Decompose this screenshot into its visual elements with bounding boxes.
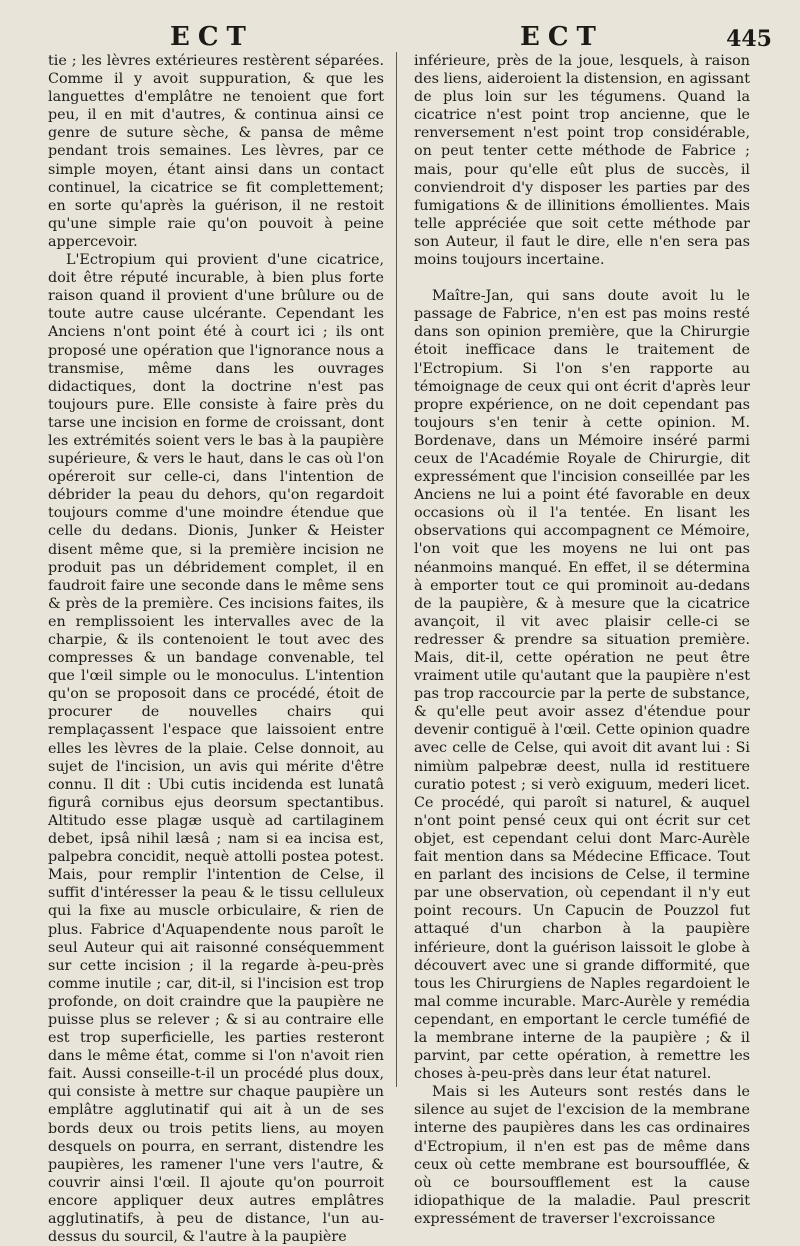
left-column bbox=[48, 52, 384, 1246]
paragraph-gap bbox=[414, 269, 750, 287]
paragraph: L'Ectropium qui provient d'une cicatrice, doit être réputé incurable, à bien plus forte raison quand il provient d'une brûlure ou de toute autre cause ulcérante. Cependant les Anciens n'ont point été à court ici ; ils ont proposé une opération que l'ignorance nous a transmise, même dans les ouvrages didactiques, dont la doctrine n'est pas toujours pure. Elle consiste à faire près du tarse une incision en forme de croissant, dont les extrémités soient vers le bas à la paupière supérieure, & vers le haut, dans le cas où l'on opéreroit sur celle-ci, dans l'intention de débrider la peau du dehors, qu'on regardoit toujours comme d'une moindre étendue que celle du dedans. Dionis, Junker & Heister disent même que, si la première incision ne produit pas un débridement complet, il en faudroit faire une seconde dans le même sens & près de la première. Ces incisions faites, ils en remplissoient les intervalles avec de la charpie, & ils contenoient le tout avec des compresses & un bandage convenable, tel que l'œil simple ou le monoculus. L'intention qu'on se proposoit dans ce procédé, étoit de procurer de nouvelles chairs qui remplaçassent l'espace que laissoient entre elles les lèvres de la plaie. Celse donnoit, au sujet de l'incision, un avis qui mérite d'être connu. Il dit : Ubi cutis incidenda est lunatâ figurâ cornibus ejus deorsum spectantibus. Altitudo esse plagæ usquè ad cartilaginem debet, ipsâ nihil læsâ ; nam si ea incisa est, palpebra concidit, nequè attolli postea potest. Mais, pour remplir l'intention de Celse, il suffit d'intéresser la peau & le tissu celluleux qui la fixe au muscle orbiculaire, & rien de plus. Fabrice d'Aquapendente nous paroît le seul Auteur qui ait raisonné conséquemment sur cette incision ; il la regarde à-peu-près comme inutile ; car, dit-il, si l'incision est trop profonde, on doit craindre que la paupière ne puisse plus se relever ; & si au contraire elle est trop superficielle, les parties resteront dans le même état, comme si l'on n'avoit rien fait. Aussi conseille-t-il un procédé plus doux, qui consiste à mettre sur chaque paupière un emplâtre agglutinatif qui ait à un de ses bords deux ou trois petits liens, au moyen desquels on pourra, en serrant, distendre les paupières, les ramener l'une vers l'autre, & couvrir ainsi l'œil. Il ajoute qu'on pourroit encore appliquer deux autres emplâtres agglutinatifs, à peu de distance, l'un au-dessus du sourcil, & l'autre à la paupière bbox=[48, 252, 384, 1246]
page-number: 445 bbox=[726, 26, 772, 52]
right-column bbox=[414, 52, 750, 1228]
paragraph: tie ; les lèvres extérieures restèrent séparées. Comme il y avoit suppuration, & que les languettes d'emplâtre ne tenoient que fort peu, il en mit d'autres, & continua ainsi ce genre de suture sèche, & pansa de même pendant trois semaines. Les lèvres, par ce simple moyen, étant ainsi dans un contact continuel, la cicatrice se fit complettement; en sorte qu'après la guérison, il ne restoit qu'une simple raie qu'on pouvoit à peine appercevoir. bbox=[48, 53, 384, 250]
left-header-title: ECT bbox=[170, 22, 254, 52]
paragraph: inférieure, près de la joue, lesquels, à raison des liens, aideroient la distension, en agissant de plus loin sur les tégumens. Quand la cicatrice n'est point trop ancienne, que le renversement n'est point trop considérable, on peut tenter cette méthode de Fabrice ; mais, pour qu'elle eût plus de succès, il conviendroit d'y disposer les parties par des fumigations & de illinitions émollientes. Mais telle appréciée que soit cette méthode par son Auteur, il faut le dire, elle n'en sera pas moins toujours incertaine. bbox=[414, 53, 750, 269]
paragraph: Mais si les Auteurs sont restés dans le silence au sujet de l'excision de la membrane interne des paupières dans les cas ordinaires d'Ectropium, il n'en est pas de même dans ceux où cette membrane est boursoufflée, & où ce boursoufflement est la cause idiopathique de la maladie. Paul prescrit expressément de traverser l'excroissance bbox=[414, 1084, 750, 1227]
paragraph: Maître-Jan, qui sans doute avoit lu le passage de Fabrice, n'en est pas moins resté dans son opinion première, que la Chirurgie étoit inefficace dans le traitement de l'Ectropium. Si l'on s'en rapporte au témoignage de ceux qui ont écrit d'après leur propre expérience, on ne doit cependant pas toujours s'en tenir à cette opinion. M. Bordenave, dans un Mémoire inséré parmi ceux de l'Académie Royale de Chirurgie, dit expressément que l'incision conseillée par les Anciens ne lui a point été favorable en deux occasions où il l'a tentée. En lisant les observations qui accompagnent ce Mémoire, l'on voit que les moyens ne lui ont pas néanmoins manqué. En effet, il se détermina à emporter tout ce qui prominoit au-dedans de la paupière, & à mesure que la cicatrice avançoit, il vit avec plaisir celle-ci se redresser & prendre sa situation première. Mais, dit-il, cette opération ne peut être vraiment utile qu'autant que la paupière n'est pas trop raccourcie par la perte de substance, & qu'elle peut avoir assez d'étendue pour devenir contiguë à l'œil. Cette opinion quadre avec celle de Celse, qui avoit dit avant lui : Si nimiùm palpebræ deest, nulla id restituere curatio potest ; si verò exiguum, mederi licet. Ce procédé, qui paroît si naturel, & auquel n'ont point pensé ceux qui ont écrit sur cet objet, est cependant celui dont Marc-Aurèle fait mention dans sa Médecine Efficace. Tout en parlant des incisions de Celse, il termine par une observation, où cependant il n'y eut point recours. Un Capucin de Pouzzol fut attaqué d'un charbon à la paupière inférieure, dont la guérison laissoit le globe à découvert avec une si grande difformité, que tous les Chirurgiens de Naples regardoient le mal comme incurable. Marc-Aurèle y remédia cependant, en emportant le cercle tuméfié de la membrane interne de la paupière ; & il parvint, par cette opération, à remettre les choses à-peu-près dans leur état naturel. bbox=[414, 288, 750, 1083]
right-header-title: ECT bbox=[520, 22, 604, 52]
column-divider bbox=[396, 52, 397, 1087]
